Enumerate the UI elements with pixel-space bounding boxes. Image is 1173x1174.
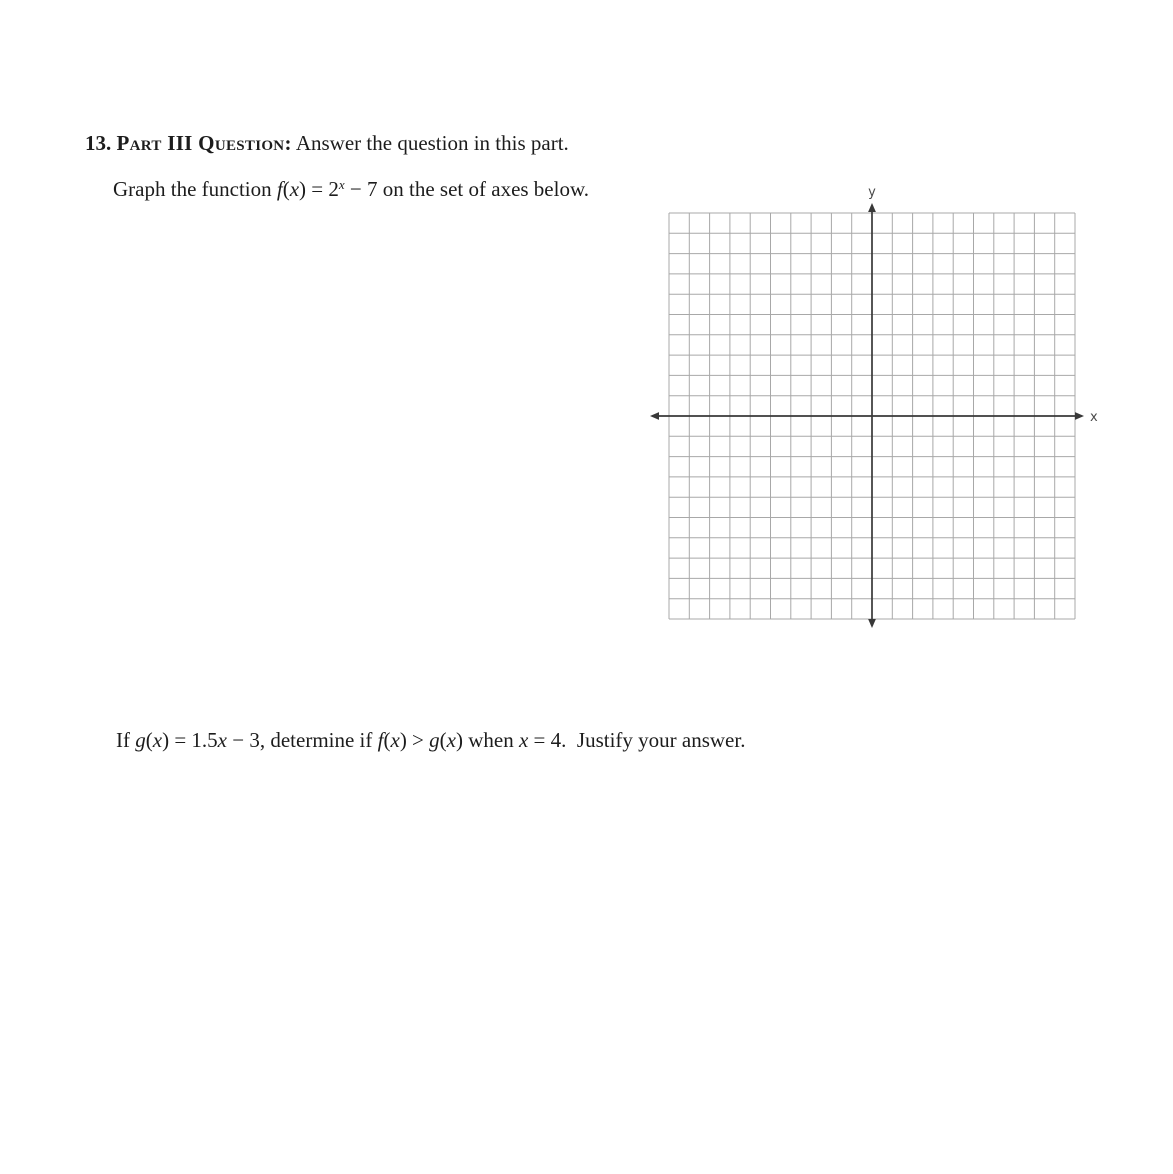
followup-text: , determine if xyxy=(259,728,378,752)
justify-text: Justify your answer. xyxy=(566,728,746,752)
prompt-text: Graph the function xyxy=(113,177,277,201)
paren: ( xyxy=(439,728,447,752)
variable-x: x xyxy=(446,728,456,752)
equation-tail: − 3 xyxy=(227,728,260,752)
equation-body: ) = 2 xyxy=(299,177,339,201)
y-axis-arrowhead-bottom xyxy=(868,619,876,628)
function-f: f xyxy=(377,728,384,752)
variable-x: x xyxy=(217,728,227,752)
function-f: f xyxy=(276,177,283,201)
followup-text: ) when xyxy=(455,728,519,752)
prompt-tail: on the set of axes below. xyxy=(382,177,590,201)
followup-question xyxy=(95,701,745,779)
axes-grid-svg xyxy=(640,180,1120,645)
function-g: g xyxy=(429,728,440,752)
variable-x: x xyxy=(390,728,400,752)
paren: ( xyxy=(383,728,391,752)
x-axis-arrowhead-left xyxy=(650,412,659,420)
x-axis-label: x xyxy=(1090,410,1098,425)
equation-body: ) = 1.5 xyxy=(162,728,218,752)
paren: ( xyxy=(282,177,290,201)
question-instruction: Answer the question in this part. xyxy=(291,131,569,155)
graph-prompt xyxy=(92,146,589,228)
paren: ( xyxy=(145,728,153,752)
question-part-label: Part III Question: xyxy=(116,131,292,155)
y-axis-label: y xyxy=(868,185,876,200)
x-axis-arrowhead-right xyxy=(1075,412,1084,420)
exponent-x: x xyxy=(338,177,345,192)
inequality: ) > xyxy=(399,728,430,752)
variable-x: x xyxy=(152,728,163,752)
followup-text: If xyxy=(116,728,136,752)
variable-x: x xyxy=(518,728,529,752)
question-number: 13. xyxy=(85,131,117,155)
variable-x: x xyxy=(289,177,300,201)
y-axis-arrowhead-top xyxy=(868,203,876,212)
coordinate-grid xyxy=(640,180,1120,645)
function-g: g xyxy=(135,728,146,752)
equation-tail: − 7 xyxy=(344,177,383,201)
value-text: = 4. xyxy=(528,728,567,752)
